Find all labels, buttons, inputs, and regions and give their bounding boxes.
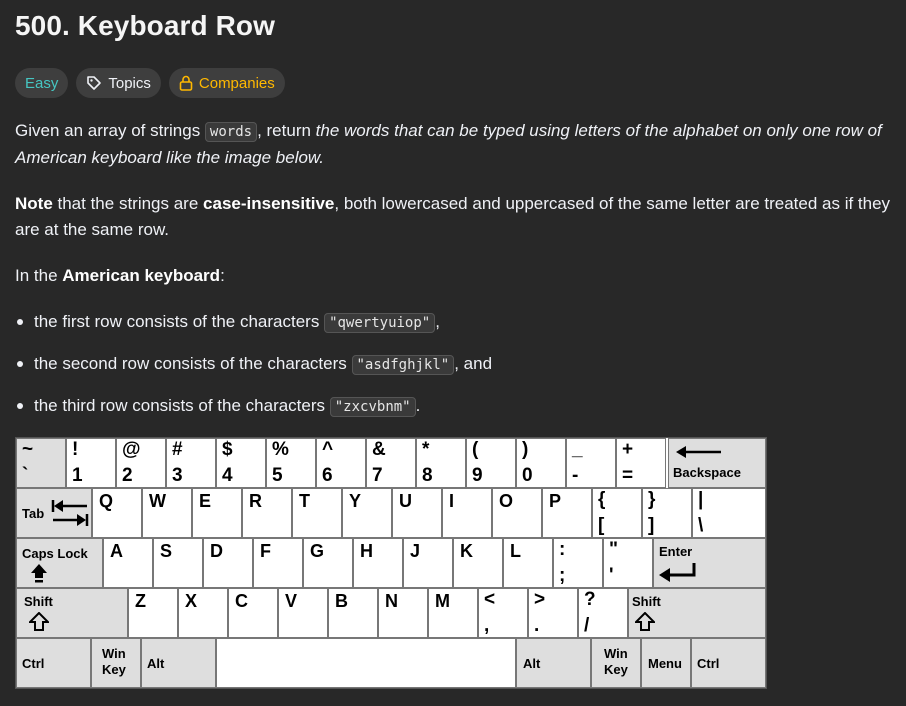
key-symbol (642, 488, 692, 538)
description-paragraph-2 (15, 191, 895, 243)
key-letter (178, 588, 228, 638)
key-letter (353, 538, 403, 588)
key-label: Win (102, 646, 126, 661)
key-letter (278, 588, 328, 638)
key-label: ~ (22, 439, 34, 460)
key-letter (328, 588, 378, 638)
key-label: T (299, 491, 310, 511)
key-label: ) (522, 439, 529, 460)
key-label: # (172, 439, 183, 460)
key-label: Alt (147, 656, 165, 671)
key-label: % (272, 439, 289, 460)
key-letter (253, 538, 303, 588)
key-label: Caps Lock (22, 546, 88, 561)
text: . (415, 396, 421, 415)
key-label: X (185, 591, 198, 611)
key-label: 1 (72, 465, 83, 486)
key-letter (453, 538, 503, 588)
key-symbol (478, 588, 528, 638)
key-label: 5 (272, 465, 283, 486)
italic-text: the words that can be typed using letters of the alphabet on only one row of American keyboard like the image below. (15, 121, 882, 167)
caps-arrow-icon (30, 563, 48, 588)
key-letter (128, 588, 178, 638)
key-label: = (622, 465, 634, 486)
key-shift-left (16, 588, 128, 638)
key-row1 (16, 438, 66, 488)
key-row1 (516, 438, 566, 488)
key-label: N (385, 591, 398, 611)
key-row1 (166, 438, 216, 488)
key-label: I (449, 491, 455, 511)
key-letter (142, 488, 192, 538)
tab-arrows-icon (51, 498, 89, 533)
key-letter (292, 488, 342, 538)
key-label: D (210, 541, 223, 561)
text: , and (454, 354, 493, 373)
key-label: 2 (122, 465, 133, 486)
key-letter (428, 588, 478, 638)
text: the third row consists of the characters (34, 396, 330, 415)
key-win-right (591, 638, 641, 688)
key-row1 (366, 438, 416, 488)
keyboard-image (15, 437, 767, 689)
key-row1 (566, 438, 616, 488)
key-label: J (410, 541, 421, 561)
key-letter (442, 488, 492, 538)
key-alt-left (141, 638, 216, 688)
inline-code: "zxcvbnm" (330, 397, 416, 417)
key-label: ; (559, 565, 566, 586)
key-win-left (91, 638, 141, 688)
key-label: P (549, 491, 562, 511)
text: that the strings are (52, 194, 204, 213)
key-alt-right (516, 638, 591, 688)
key-symbol (603, 538, 653, 588)
key-label: Shift (632, 594, 661, 609)
key-letter (203, 538, 253, 588)
key-letter (403, 538, 453, 588)
key-label: 3 (172, 465, 183, 486)
topics-button[interactable] (76, 68, 161, 98)
companies-label: Companies (198, 74, 275, 92)
key-letter (242, 488, 292, 538)
key-label: ] (648, 515, 655, 536)
key-letter (342, 488, 392, 538)
key-enter (653, 538, 766, 588)
key-label: ! (72, 439, 79, 460)
key-symbol (528, 588, 578, 638)
key-label: ( (472, 439, 479, 460)
key-shift-right (628, 588, 766, 638)
key-letter (103, 538, 153, 588)
key-label: Ctrl (697, 656, 720, 671)
key-label: $ (222, 439, 233, 460)
bold-text: American keyboard (62, 266, 221, 285)
key-label: > (534, 589, 546, 610)
text: , (435, 312, 440, 331)
key-label: Win (604, 646, 628, 661)
key-letter (192, 488, 242, 538)
key-label: { (598, 489, 606, 510)
inline-code: "asdfghjkl" (352, 355, 455, 375)
key-label: H (360, 541, 373, 561)
key-symbol (553, 538, 603, 588)
key-label: | (698, 489, 704, 510)
key-label: S (160, 541, 173, 561)
key-label: 0 (522, 465, 533, 486)
key-label: . (534, 615, 540, 636)
key-label: Enter (659, 544, 693, 559)
topics-label: Topics (108, 74, 151, 92)
key-menu (641, 638, 691, 688)
key-label: _ (572, 439, 583, 460)
key-label: V (285, 591, 298, 611)
key-label: \ (698, 515, 704, 536)
key-letter (392, 488, 442, 538)
key-letter (228, 588, 278, 638)
text: Given an array of strings (15, 121, 205, 140)
companies-button[interactable] (169, 68, 285, 98)
list-item (15, 390, 492, 432)
key-letter (92, 488, 142, 538)
key-label: + (622, 439, 634, 460)
description-paragraph-3 (15, 263, 895, 289)
key-row1 (416, 438, 466, 488)
description-paragraph-1 (15, 118, 895, 171)
key-label: & (372, 439, 386, 460)
shift-icon (635, 612, 655, 637)
key-row1 (116, 438, 166, 488)
key-symbol (692, 488, 766, 538)
key-label: ' (609, 565, 614, 586)
inline-code: "qwertyuiop" (324, 313, 435, 333)
key-label: Backspace (673, 465, 741, 480)
key-row1 (316, 438, 366, 488)
tag-row (15, 68, 285, 98)
key-label: ^ (322, 439, 334, 460)
key-letter (492, 488, 542, 538)
problem-title: 500. Keyboard Row (15, 10, 276, 41)
key-label: 8 (422, 465, 433, 486)
enter-arrow-icon (658, 561, 700, 588)
bold-text: Note (15, 194, 53, 213)
key-label: Z (135, 591, 146, 611)
key-label: @ (122, 439, 141, 460)
key-ctrl-left (16, 638, 91, 688)
key-label: - (572, 465, 579, 486)
difficulty-badge[interactable] (15, 68, 68, 98)
key-label: Key (102, 662, 126, 677)
key-label: K (460, 541, 473, 561)
key-label: : (559, 539, 566, 560)
key-label: 4 (222, 465, 233, 486)
key-label: Shift (24, 594, 53, 609)
key-label: C (235, 591, 248, 611)
text: the second row consists of the characters (34, 354, 352, 373)
difficulty-label: Easy (25, 74, 59, 92)
key-label: G (310, 541, 325, 561)
key-label: O (499, 491, 514, 511)
inline-code: words (205, 122, 257, 142)
key-label: [ (598, 515, 605, 536)
key-backspace (668, 438, 766, 488)
key-label: * (422, 439, 430, 460)
key-caps-lock (16, 538, 103, 588)
key-label: U (399, 491, 412, 511)
key-letter (303, 538, 353, 588)
key-row1 (66, 438, 116, 488)
key-letter (542, 488, 592, 538)
text: the first row consists of the characters (34, 312, 325, 331)
list-item (15, 306, 492, 348)
list-item (15, 348, 492, 390)
text: In the (15, 266, 63, 285)
key-tab (16, 488, 92, 538)
key-label: } (648, 489, 656, 510)
lock-icon (179, 75, 193, 91)
key-label: A (110, 541, 123, 561)
key-label: 9 (472, 465, 483, 486)
text: : (220, 266, 225, 285)
key-label: / (584, 615, 590, 636)
key-letter (153, 538, 203, 588)
tag-icon (86, 75, 102, 91)
key-label: Alt (523, 656, 541, 671)
key-space (216, 638, 516, 688)
shift-icon (29, 612, 49, 637)
key-letter (378, 588, 428, 638)
key-ctrl-right (691, 638, 766, 688)
key-label: Q (99, 491, 114, 511)
key-label: " (609, 539, 619, 560)
key-label: M (435, 591, 450, 611)
key-label: ? (584, 589, 596, 610)
key-label: < (484, 589, 496, 610)
key-row1 (266, 438, 316, 488)
key-label: Y (349, 491, 362, 511)
key-row1 (616, 438, 666, 488)
key-label: Tab (22, 506, 45, 521)
key-symbol (578, 588, 628, 638)
left-arrow-icon (675, 445, 723, 464)
key-label: L (510, 541, 521, 561)
text: , both lowercased and uppercased of the same letter are treated as if they are at the same row. (15, 194, 891, 239)
key-label: 7 (372, 465, 383, 486)
key-letter (503, 538, 553, 588)
row-list (15, 306, 492, 432)
key-label: , (484, 615, 490, 636)
key-row1 (216, 438, 266, 488)
key-label: R (249, 491, 262, 511)
key-label: Key (604, 662, 628, 677)
key-label: Menu (648, 656, 682, 671)
key-label: E (199, 491, 212, 511)
key-symbol (592, 488, 642, 538)
key-row1 (466, 438, 516, 488)
key-label: W (149, 491, 166, 511)
key-label: Ctrl (22, 656, 45, 671)
text: , return (257, 121, 316, 140)
key-label: F (260, 541, 271, 561)
bold-text: case-insensitive (203, 194, 335, 213)
key-label: B (335, 591, 348, 611)
key-label: 6 (322, 465, 333, 486)
key-label: ` (22, 465, 29, 486)
